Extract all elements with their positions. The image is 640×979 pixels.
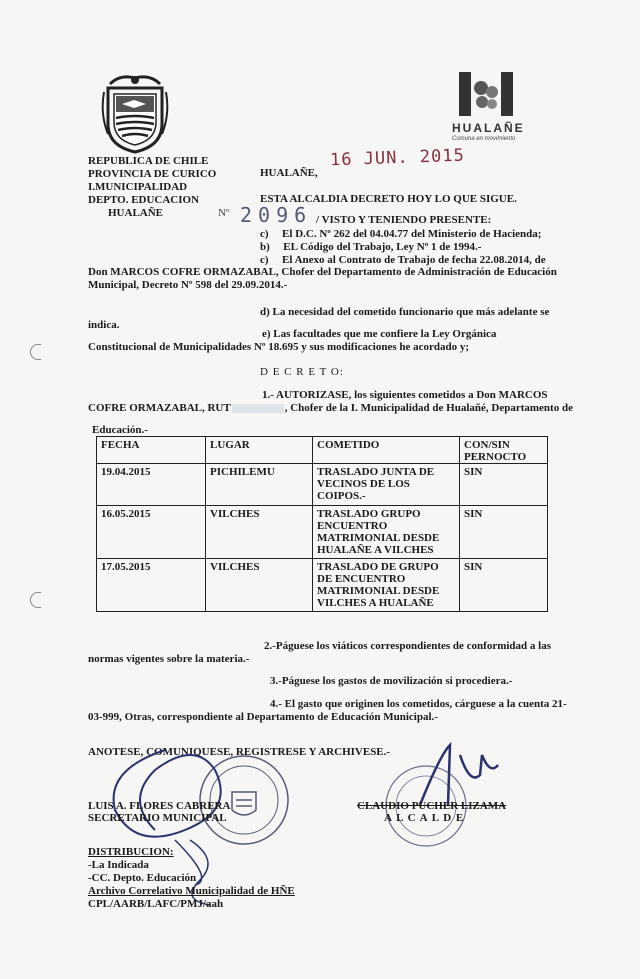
header-line-republica: REPUBLICA DE CHILE bbox=[88, 155, 209, 167]
paragraph-4-line-2: 03-999, Otras, correspondiente al Departamento de Educación Municipal.- bbox=[88, 711, 438, 723]
table-row bbox=[97, 559, 548, 612]
paragraph-1-line-1: 1.- AUTORIZASE, los siguientes cometidos a Don MARCOS bbox=[262, 389, 548, 401]
item-e-line-1: e) Las facultades que me confiere la Ley Orgánica bbox=[262, 328, 497, 340]
item-d-line-2: indica. bbox=[88, 319, 120, 331]
distribution-item: -La Indicada bbox=[88, 859, 149, 871]
table-cell: SIN bbox=[460, 506, 548, 559]
signatory-right-name: CLAUDIO PUCHER LIZAMA bbox=[357, 800, 507, 812]
visto-text: El Anexo al Contrato de Trabajo de fecha 22.08.2014, de bbox=[282, 254, 546, 266]
decree-intro: ESTA ALCALDIA DECRETO HOY LO QUE SIGUE. bbox=[260, 193, 517, 205]
table-cell: PICHILEMU bbox=[206, 464, 313, 506]
distribution-list bbox=[88, 859, 295, 911]
place-line: HUALAÑE, bbox=[260, 167, 318, 179]
signatory-left-name: LUIS A. FLORES CABRERA bbox=[88, 800, 231, 812]
paragraph-2-line-2: normas vigentes sobre la materia.- bbox=[88, 653, 250, 665]
logo-name: HUALAÑE bbox=[452, 121, 525, 135]
visto-item bbox=[260, 228, 541, 241]
distribution-item: Archivo Correlativo Municipalidad de HÑE bbox=[88, 885, 295, 897]
header-line-municipalidad: I.MUNICIPALIDAD bbox=[88, 181, 188, 193]
redacted-rut bbox=[232, 404, 284, 413]
visto-item bbox=[260, 241, 481, 254]
visto-heading: / VISTO Y TENIENDO PRESENTE: bbox=[316, 214, 492, 226]
table-cell: VILCHES bbox=[206, 506, 313, 559]
table-row bbox=[97, 464, 548, 506]
anexo-continuation-1: Don MARCOS COFRE ORMAZABAL, Chofer del Departamento de Administración de Educación bbox=[88, 266, 557, 278]
paragraph-1-rest: , Chofer de la I. Municipalidad de Hualañé, Departamento de bbox=[284, 402, 573, 414]
signatory-right-title: A L C A L D E bbox=[384, 812, 465, 824]
punch-hole-mark bbox=[30, 592, 41, 608]
municipal-crest-emblem bbox=[100, 74, 170, 154]
item-e-line-2: Constitucional de Municipalidades Nº 18.695 y sus modificaciones he acordado y; bbox=[88, 341, 470, 353]
paragraph-1-line-3: Educación.- bbox=[92, 424, 148, 436]
table-cell: SIN bbox=[460, 559, 548, 612]
cometidos-table bbox=[96, 436, 548, 612]
decree-number-label: Nº bbox=[218, 207, 230, 219]
date-stamp: 16 JUN. 2015 bbox=[329, 145, 466, 171]
table-cell: 17.05.2015 bbox=[97, 559, 206, 612]
table-cell: TRASLADO DE GRUPO DE ENCUENTRO MATRIMONIAL DESDE VILCHES A HUALAÑE bbox=[313, 559, 460, 612]
visto-letter: c) bbox=[260, 228, 269, 240]
visto-letter: c) bbox=[260, 254, 269, 266]
header-line-hualane: HUALAÑE bbox=[108, 207, 164, 219]
closing-line: ANOTESE, COMUNIQUESE, REGISTRESE Y ARCHIVESE.- bbox=[88, 746, 391, 758]
distribution-heading: DISTRIBUCION: bbox=[88, 846, 174, 858]
distribution-item: CPL/AARB/LAFC/PMJ/aah bbox=[88, 898, 224, 910]
table-header: CON/SIN PERNOCTO bbox=[460, 437, 548, 464]
table-cell: TRASLADO GRUPO ENCUENTRO MATRIMONIAL DESDE HUALAÑE A VILCHES bbox=[313, 506, 460, 559]
table-cell: TRASLADO JUNTA DE VECINOS DE LOS COIPOS.- bbox=[313, 464, 460, 506]
table-cell: 16.05.2015 bbox=[97, 506, 206, 559]
header-left bbox=[88, 155, 216, 220]
decreto-heading: D E C R E T O: bbox=[260, 366, 344, 378]
item-d-line-1: d) La necesidad del cometido funcionario que más adelante se bbox=[260, 306, 550, 318]
logo-tagline: Comuna en movimiento bbox=[452, 136, 516, 142]
paragraph-2-line-1: 2.-Páguese los viáticos correspondientes de conformidad a las bbox=[264, 640, 552, 652]
decree-number-stamp: 2096 bbox=[240, 203, 313, 227]
paragraph-4-line-1: 4.- El gasto que originen los cometidos, cárguese a la cuenta 21- bbox=[270, 698, 567, 710]
punch-hole-mark bbox=[30, 344, 41, 360]
paragraph-1-rut-label: COFRE ORMAZABAL, RUT bbox=[88, 402, 231, 414]
header-line-depto: DEPTO. EDUCACION bbox=[88, 194, 200, 206]
anexo-continuation-2: Municipal, Decreto Nº 598 del 29.09.2014.- bbox=[88, 279, 288, 291]
distribution-item: -CC. Depto. Educación bbox=[88, 872, 197, 884]
header-line-provincia: PROVINCIA DE CURICO bbox=[88, 168, 217, 180]
visto-text: El D.C. Nº 262 del 04.04.77 del Ministerio de Hacienda; bbox=[282, 228, 542, 240]
paragraph-3: 3.-Páguese los gastos de movilización si procediera.- bbox=[270, 675, 513, 687]
table-cell: VILCHES bbox=[206, 559, 313, 612]
table-header: COMETIDO bbox=[313, 437, 460, 464]
table-header: LUGAR bbox=[206, 437, 313, 464]
table-cell: 19.04.2015 bbox=[97, 464, 206, 506]
table-header: FECHA bbox=[97, 437, 206, 464]
table-row bbox=[97, 506, 548, 559]
table-cell: SIN bbox=[460, 464, 548, 506]
visto-letter: b) bbox=[260, 241, 270, 253]
paragraph-1-line-2 bbox=[88, 402, 573, 415]
visto-text: EL Código del Trabajo, Ley Nº 1 de 1994.- bbox=[283, 241, 482, 253]
signatory-left-title: SECRETARIO MUNICIPAL bbox=[88, 812, 227, 824]
table-header-row bbox=[97, 437, 548, 464]
